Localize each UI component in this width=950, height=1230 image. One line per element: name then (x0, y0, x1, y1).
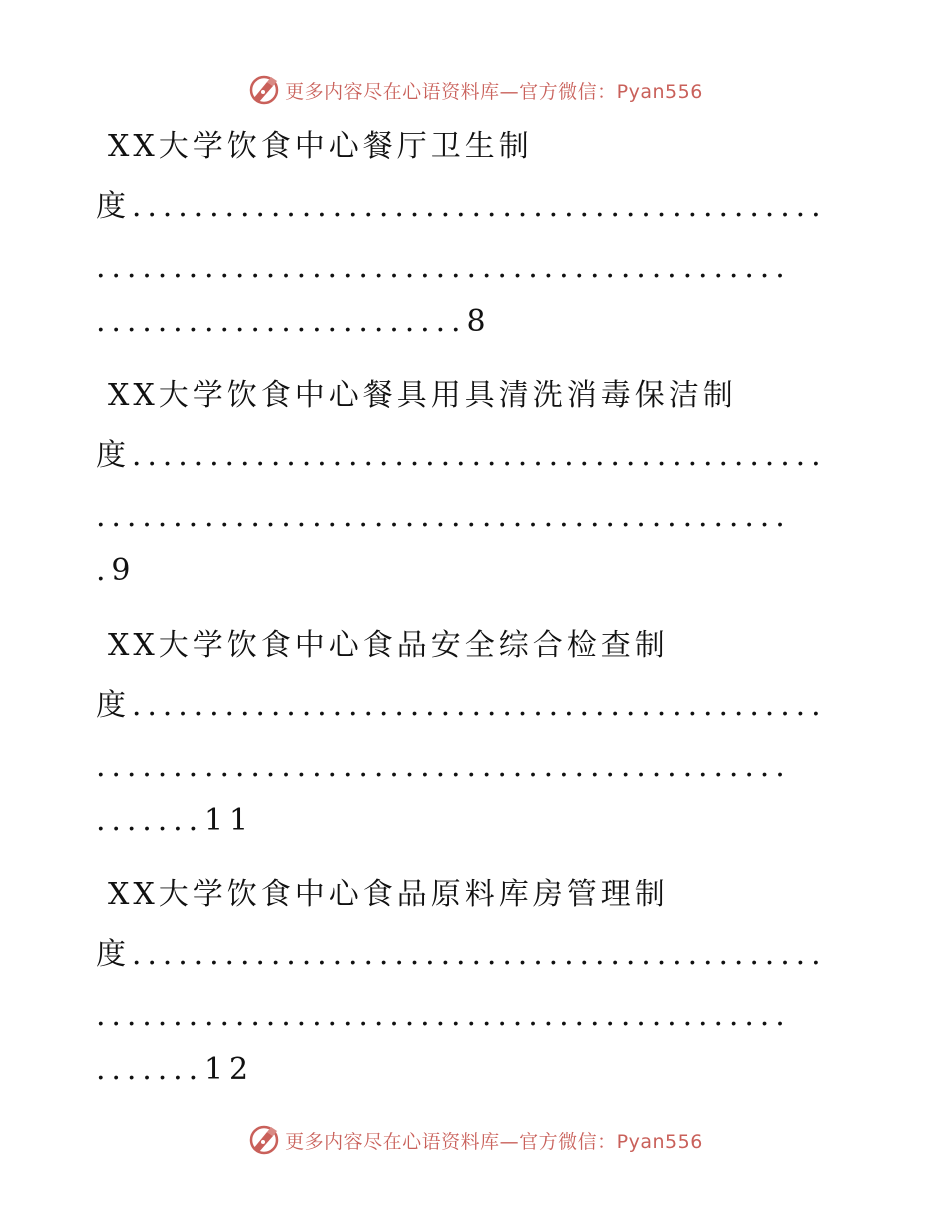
pen-nib-logo-icon (247, 1123, 281, 1157)
toc-entry-page-number: .9 (96, 553, 137, 588)
banner-text: 更多内容尽在心语资料库—官方微信：Pyan556 (285, 80, 703, 103)
toc-entry-leader: ............................................. (96, 250, 791, 285)
toc-entry-leader: 度............................................. (96, 438, 827, 473)
toc-entry-page-number: .......12 (96, 1052, 255, 1087)
toc-entry-leader: 度............................................. (96, 937, 827, 972)
toc-entry-leader: ............................................. (96, 998, 791, 1033)
toc-entry-leader: 度............................................. (96, 688, 827, 723)
toc-entry-title: XX大学饮食中心食品原料库房管理制 (108, 877, 669, 912)
toc-entry-title: XX大学饮食中心食品安全综合检查制 (108, 628, 669, 663)
toc-entry-leader: 度............................................. (96, 189, 827, 224)
toc-entry-leader: ............................................. (96, 749, 791, 784)
banner-text: 更多内容尽在心语资料库—官方微信：Pyan556 (285, 1130, 703, 1153)
toc-entry-page-number: .......11 (96, 803, 255, 838)
footer-banner (0, 1120, 950, 1160)
toc-entry-title: XX大学饮食中心餐具用具清洗消毒保洁制 (108, 378, 737, 413)
toc-entry-title: XX大学饮食中心餐厅卫生制 (108, 129, 533, 164)
toc-entry-leader: ............................................. (96, 499, 791, 534)
toc-entry-page-number: ........................8 (96, 304, 492, 339)
